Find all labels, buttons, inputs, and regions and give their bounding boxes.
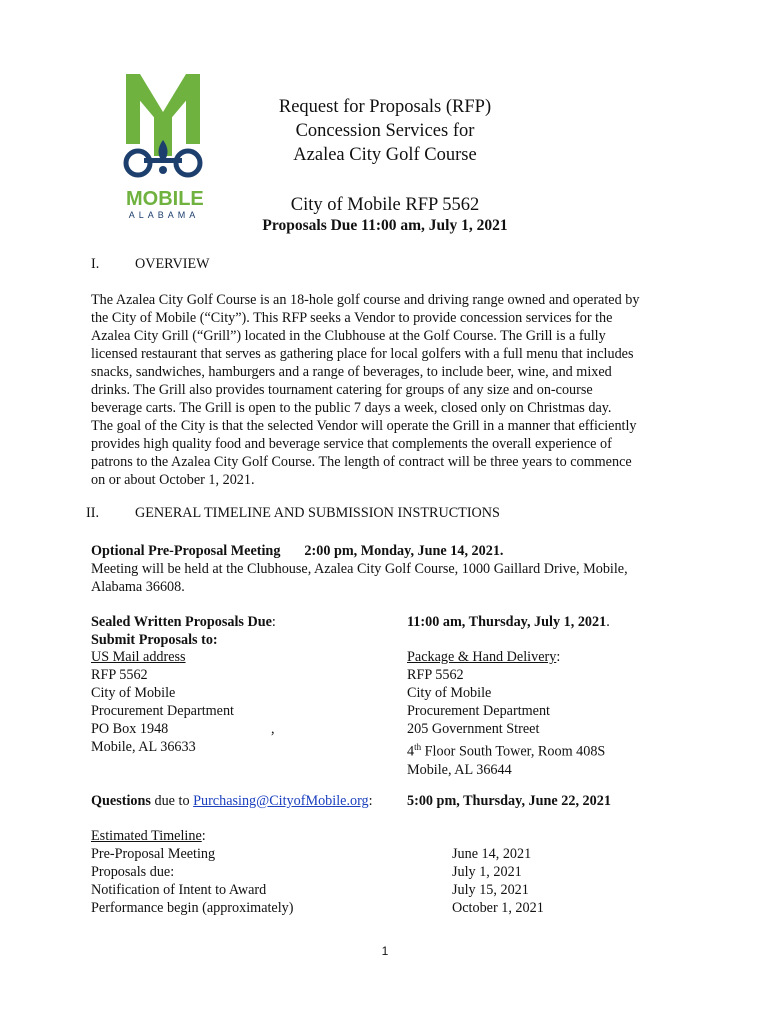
overview-line: on or about October 1, 2021. — [91, 472, 255, 488]
delivery-floor — [407, 738, 605, 761]
sealed-colon: : — [271, 614, 276, 630]
delivery-heading: Package & Hand Delivery — [407, 649, 557, 665]
mail-heading: US Mail address — [91, 649, 186, 665]
mail-line: RFP 5562 — [91, 667, 148, 683]
pre-proposal-meeting — [91, 542, 503, 560]
section-2-numeral: II. — [86, 505, 99, 521]
floor-suffix: th — [414, 742, 422, 752]
questions-label: Questions — [91, 793, 151, 809]
delivery-colon: : — [556, 649, 561, 665]
overview-line: snacks, sandwiches, hamburgers and a range of beverages, to include beer, wine, and mixed — [91, 364, 612, 380]
logo-m-left-leg — [126, 74, 140, 144]
sealed-proposals-due — [91, 613, 276, 631]
mail-line: Procurement Department — [91, 703, 235, 719]
questions-line — [91, 792, 373, 810]
sealed-due-time — [407, 613, 610, 631]
meeting-location-line-1: Meeting will be held at the Clubhouse, Azalea City Golf Course, 1000 Gaillard Drive, Mobile, — [91, 561, 628, 577]
timeline-heading-row — [91, 827, 206, 845]
rfp-title-line-3: Azalea City Golf Course — [293, 145, 477, 165]
submit-proposals-label: Submit Proposals to: — [91, 632, 218, 648]
timeline-colon: : — [201, 828, 206, 844]
delivery-line: RFP 5562 — [407, 667, 464, 683]
overview-line: provides high quality food and beverage service that complements the overall experience of — [91, 436, 612, 452]
mail-line: City of Mobile — [91, 685, 176, 701]
sealed-period: . — [606, 614, 610, 630]
overview-line: beverage carts. The Grill is open to the public 7 days a week, closed only on Christmas day. — [91, 400, 612, 416]
timeline-date: July 1, 2021 — [452, 864, 522, 880]
rfp-title-line-2: Concession Services for — [295, 121, 475, 141]
section-2-heading: GENERAL TIMELINE AND SUBMISSION INSTRUCTIONS — [135, 505, 500, 521]
timeline-date: October 1, 2021 — [452, 900, 544, 916]
rfp-title-line-1: Request for Proposals (RFP) — [278, 97, 492, 117]
logo-dot — [159, 166, 167, 174]
logo-text: MOBILE — [126, 188, 204, 210]
overview-line: the City of Mobile (“City”). This RFP seeks a Vendor to provide concession services for the — [91, 310, 613, 326]
proposals-due: Proposals Due 11:00 am, July 1, 2021 — [262, 217, 508, 234]
meeting-time: 2:00 pm, Monday, June 14, 2021. — [304, 543, 504, 559]
logo-subtext: ALABAMA — [128, 210, 200, 220]
section-1-numeral: I. — [91, 256, 100, 272]
mail-line: PO Box 1948 — [91, 721, 169, 737]
mail-comma: , — [271, 721, 275, 737]
overview-line: The goal of the City is that the selected Vendor will operate the Grill in a manner that efficiently — [91, 418, 637, 434]
rfp-number: City of Mobile RFP 5562 — [290, 195, 480, 215]
timeline-label: Notification of Intent to Award — [91, 882, 267, 898]
timeline-label: Pre-Proposal Meeting — [91, 846, 216, 862]
timeline-dates — [452, 845, 544, 917]
overview-line: licensed restaurant that serves as gathering place for local golfers with a full menu that includes — [91, 346, 634, 362]
sealed-label: Sealed Written Proposals Due — [91, 614, 272, 630]
delivery-line: City of Mobile — [407, 685, 492, 701]
overview-line: patrons to the Azalea City Golf Course. The length of contract will be three years to commence — [91, 454, 632, 470]
timeline-label: Proposals due: — [91, 864, 175, 880]
floor-number: 4 — [407, 743, 415, 760]
timeline-date: July 15, 2021 — [452, 882, 529, 898]
overview-line: The Azalea City Golf Course is an 18-hole golf course and driving range owned and operated by — [91, 292, 640, 308]
overview-line: Azalea City Grill (“Grill”) located in the Clubhouse at the Golf Course. The Grill is a fully — [91, 328, 606, 344]
us-mail-address — [91, 648, 234, 756]
timeline-heading: Estimated Timeline — [91, 828, 202, 844]
delivery-line: Procurement Department — [407, 703, 551, 719]
timeline-date: June 14, 2021 — [452, 846, 532, 862]
overview-line: drinks. The Grill also provides tournament catering for groups of any size and on-course — [91, 382, 593, 398]
meeting-label: Optional Pre-Proposal Meeting — [91, 543, 281, 559]
meeting-location-line-2: Alabama 36608. — [91, 579, 185, 595]
overview-paragraph — [91, 291, 691, 489]
logo-band — [144, 158, 182, 163]
questions-due-time: 5:00 pm, Thursday, June 22, 2021 — [407, 793, 611, 809]
purchasing-email-link[interactable]: Purchasing@CityofMobile.org — [193, 793, 369, 809]
page-number: 1 — [381, 944, 389, 958]
questions-text: due to — [150, 793, 194, 809]
timeline-label: Performance begin (approximately) — [91, 900, 294, 916]
logo-m-right-leg — [186, 74, 200, 144]
delivery-line: 205 Government Street — [407, 721, 540, 737]
section-1-heading: OVERVIEW — [135, 256, 210, 272]
delivery-line: Mobile, AL 36644 — [407, 761, 512, 778]
questions-colon: : — [368, 793, 373, 809]
timeline-labels — [91, 845, 293, 917]
floor-rest: Floor South Tower, Room 408S — [421, 743, 606, 760]
sealed-time: 11:00 am, Thursday, July 1, 2021 — [407, 614, 607, 630]
mail-line: Mobile, AL 36633 — [91, 739, 196, 755]
hand-delivery-address — [407, 648, 605, 779]
